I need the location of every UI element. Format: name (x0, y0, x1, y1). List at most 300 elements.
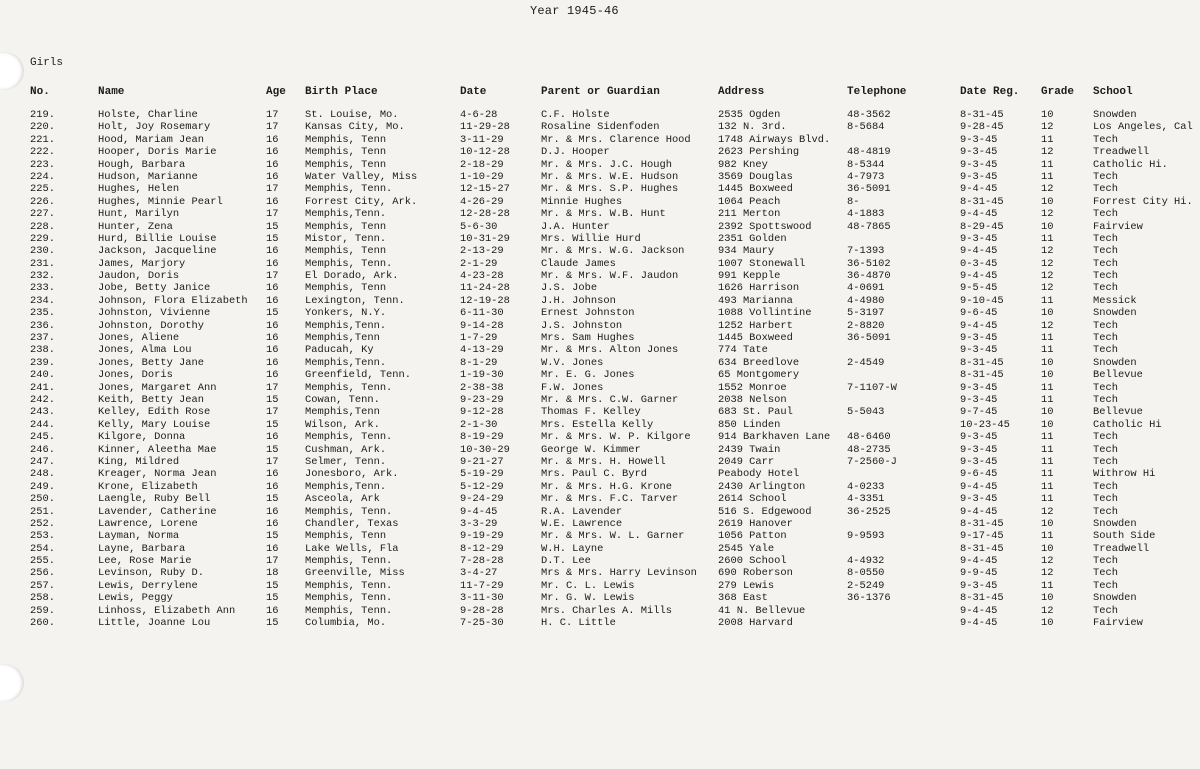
cell-no: 238. (30, 344, 55, 357)
cell-school: Tech (1093, 270, 1118, 283)
cell-age: 17 (266, 555, 279, 568)
header-telephone: Telephone (847, 86, 907, 98)
cell-date-reg: 9-3-45 (960, 443, 998, 456)
cell-telephone: 8-5684 (847, 121, 885, 134)
cell-name: Kreager, Norma Jean (98, 468, 217, 481)
cell-age: 15 (266, 393, 279, 406)
cell-age: 15 (266, 307, 279, 320)
cell-address: 1007 Stonewall (718, 257, 806, 270)
table-row (0, 134, 1200, 146)
cell-age: 16 (266, 332, 279, 345)
cell-grade: 12 (1041, 505, 1054, 518)
table-row (0, 493, 1200, 505)
cell-no: 230. (30, 245, 55, 258)
header-grade: Grade (1041, 86, 1075, 98)
cell-date-reg: 9-3-45 (960, 579, 998, 592)
cell-grade: 10 (1041, 592, 1054, 605)
cell-guardian: D.T. Lee (541, 555, 591, 568)
cell-address: 2439 Twain (718, 443, 781, 456)
cell-birth-place: Memphis, Tenn. (305, 431, 393, 444)
cell-address: 1445 Boxweed (718, 332, 793, 345)
cell-no: 258. (30, 592, 55, 605)
cell-school: Treadwell (1093, 146, 1150, 159)
cell-school: Fairview (1093, 220, 1143, 233)
cell-birth-place: Cowan, Tenn. (305, 393, 380, 406)
cell-grade: 11 (1041, 158, 1054, 171)
cell-school: Tech (1093, 480, 1118, 493)
cell-address: 2623 Pershing (718, 146, 800, 159)
cell-address: 634 Breedlove (718, 356, 800, 369)
cell-birth-place: Memphis, Tenn. (305, 505, 393, 518)
cell-address: 2008 Harvard (718, 617, 793, 630)
cell-address: 991 Kepple (718, 270, 781, 283)
cell-name: Hudson, Marianne (98, 170, 198, 183)
cell-age: 17 (266, 121, 279, 134)
cell-no: 225. (30, 183, 55, 196)
cell-grade: 11 (1041, 133, 1054, 146)
cell-date-reg: 9-3-45 (960, 344, 998, 357)
cell-name: Hurd, Billie Louise (98, 232, 217, 245)
cell-date: 2-38-38 (460, 381, 504, 394)
cell-birth-place: Greenville, Miss (305, 567, 405, 580)
cell-school: Tech (1093, 232, 1118, 245)
cell-grade: 12 (1041, 245, 1054, 258)
table-row (0, 456, 1200, 468)
cell-birth-place: Memphis, Tenn. (305, 592, 393, 605)
cell-no: 257. (30, 579, 55, 592)
cell-no: 224. (30, 170, 55, 183)
cell-telephone: 9-9593 (847, 530, 885, 543)
cell-date-reg: 9-10-45 (960, 294, 1004, 307)
cell-no: 234. (30, 294, 55, 307)
cell-date-reg: 8-31-45 (960, 109, 1004, 121)
cell-address: 1626 Harrison (718, 282, 800, 295)
cell-date-reg: 9-4-45 (960, 183, 998, 196)
cell-name: Laengle, Ruby Bell (98, 493, 211, 506)
cell-address: 2535 Ogden (718, 109, 781, 121)
cell-date: 3-4-27 (460, 567, 498, 580)
cell-birth-place: Cushman, Ark. (305, 443, 387, 456)
cell-date: 9-12-28 (460, 406, 504, 419)
cell-school: Snowden (1093, 517, 1137, 530)
cell-date-reg: 9-4-45 (960, 555, 998, 568)
cell-telephone: 48-2735 (847, 443, 891, 456)
cell-telephone: 7-1393 (847, 245, 885, 258)
cell-address: 65 Montgomery (718, 369, 800, 382)
cell-guardian: Mrs. Estella Kelly (541, 418, 654, 431)
cell-no: 260. (30, 617, 55, 630)
cell-guardian: W.V. Jones (541, 356, 604, 369)
cell-birth-place: Water Valley, Miss (305, 170, 418, 183)
cell-school: Tech (1093, 257, 1118, 270)
cell-date: 11-24-28 (460, 282, 510, 295)
table-row (0, 282, 1200, 294)
cell-name: Holt, Joy Rosemary (98, 121, 211, 134)
table-row (0, 183, 1200, 195)
cell-grade: 12 (1041, 319, 1054, 332)
cell-guardian: W.H. Layne (541, 542, 604, 555)
cell-address: 1064 Peach (718, 195, 781, 208)
cell-telephone: 4-7973 (847, 170, 885, 183)
cell-grade: 11 (1041, 530, 1054, 543)
cell-grade: 10 (1041, 356, 1054, 369)
cell-name: Lee, Rose Marie (98, 555, 192, 568)
cell-name: Lewis, Derrylene (98, 579, 198, 592)
cell-date-reg: 9-7-45 (960, 406, 998, 419)
cell-name: King, Mildred (98, 455, 180, 468)
cell-address: 41 N. Bellevue (718, 604, 806, 617)
cell-date-reg: 0-3-45 (960, 257, 998, 270)
cell-guardian: Mr. C. L. Lewis (541, 579, 635, 592)
cell-date: 12-19-28 (460, 294, 510, 307)
cell-date: 4-6-28 (460, 109, 498, 121)
cell-telephone: 4-0233 (847, 480, 885, 493)
punch-hole (0, 664, 24, 702)
cell-date: 5-12-29 (460, 480, 504, 493)
cell-date: 9-19-29 (460, 530, 504, 543)
cell-date: 4-23-28 (460, 270, 504, 283)
cell-grade: 12 (1041, 604, 1054, 617)
cell-grade: 11 (1041, 393, 1054, 406)
cell-no: 259. (30, 604, 55, 617)
cell-guardian: Mrs. Sam Hughes (541, 332, 635, 345)
cell-age: 15 (266, 617, 279, 630)
cell-guardian: Mr. & Mrs. W.G. Jackson (541, 245, 685, 258)
cell-birth-place: Memphis,Tenn. (305, 356, 387, 369)
cell-age: 16 (266, 195, 279, 208)
cell-telephone: 36-5091 (847, 332, 891, 345)
cell-school: Tech (1093, 493, 1118, 506)
cell-no: 235. (30, 307, 55, 320)
cell-birth-place: Memphis, Tenn. (305, 183, 393, 196)
cell-address: 2619 Hanover (718, 517, 793, 530)
cell-age: 16 (266, 344, 279, 357)
cell-date: 3-11-30 (460, 592, 504, 605)
cell-date-reg: 9-3-45 (960, 232, 998, 245)
cell-birth-place: Memphis, Tenn (305, 245, 387, 258)
cell-date: 8-19-29 (460, 431, 504, 444)
cell-name: Jones, Alma Lou (98, 344, 192, 357)
cell-address: 1088 Vollintine (718, 307, 812, 320)
cell-date-reg: 9-3-45 (960, 170, 998, 183)
cell-guardian: Thomas F. Kelley (541, 406, 641, 419)
cell-no: 219. (30, 109, 55, 121)
cell-birth-place: Memphis, Tenn. (305, 604, 393, 617)
cell-date: 12-15-27 (460, 183, 510, 196)
cell-no: 247. (30, 455, 55, 468)
cell-school: South Side (1093, 530, 1156, 543)
cell-telephone: 7-2560-J (847, 455, 897, 468)
cell-name: Jaudon, Doris (98, 270, 180, 283)
table-row (0, 221, 1200, 233)
cell-no: 226. (30, 195, 55, 208)
table-row (0, 617, 1200, 629)
cell-school: Tech (1093, 604, 1118, 617)
cell-birth-place: Asceola, Ark (305, 493, 380, 506)
cell-no: 251. (30, 505, 55, 518)
cell-age: 17 (266, 406, 279, 419)
cell-age: 17 (266, 109, 279, 121)
cell-age: 16 (266, 505, 279, 518)
cell-age: 16 (266, 542, 279, 555)
cell-no: 250. (30, 493, 55, 506)
cell-guardian: Mr. & Mrs. W. L. Garner (541, 530, 685, 543)
table-row (0, 369, 1200, 381)
header-date: Date (460, 86, 487, 98)
cell-no: 248. (30, 468, 55, 481)
cell-no: 222. (30, 146, 55, 159)
table-row (0, 171, 1200, 183)
cell-grade: 10 (1041, 220, 1054, 233)
cell-grade: 12 (1041, 257, 1054, 270)
table-row (0, 394, 1200, 406)
cell-date-reg: 10-23-45 (960, 418, 1010, 431)
cell-no: 241. (30, 381, 55, 394)
cell-date: 2-1-30 (460, 418, 498, 431)
cell-date-reg: 9-4-45 (960, 480, 998, 493)
cell-birth-place: Memphis,Tenn. (305, 319, 387, 332)
cell-address: 934 Maury (718, 245, 775, 258)
cell-age: 16 (266, 170, 279, 183)
cell-school: Snowden (1093, 356, 1137, 369)
cell-guardian: J.A. Hunter (541, 220, 610, 233)
cell-grade: 12 (1041, 555, 1054, 568)
table-row (0, 444, 1200, 456)
table-row (0, 233, 1200, 245)
cell-name: Jones, Betty Jane (98, 356, 205, 369)
cell-no: 254. (30, 542, 55, 555)
cell-date: 8-1-29 (460, 356, 498, 369)
cell-school: Tech (1093, 443, 1118, 456)
cell-date: 10-31-29 (460, 232, 510, 245)
cell-no: 228. (30, 220, 55, 233)
cell-name: Lavender, Catherine (98, 505, 217, 518)
cell-age: 15 (266, 579, 279, 592)
cell-address: 516 S. Edgewood (718, 505, 812, 518)
cell-telephone: 7-1107-W (847, 381, 897, 394)
cell-school: Catholic Hi. (1093, 158, 1168, 171)
cell-school: Withrow Hi (1093, 468, 1156, 481)
header-age: Age (266, 86, 286, 98)
cell-birth-place: Memphis,Tenn (305, 406, 380, 419)
cell-address: 2351 Golden (718, 232, 787, 245)
cell-school: Tech (1093, 245, 1118, 258)
cell-birth-place: Memphis,Tenn (305, 332, 380, 345)
cell-school: Treadwell (1093, 542, 1150, 555)
cell-school: Tech (1093, 319, 1118, 332)
cell-no: 236. (30, 319, 55, 332)
student-table (0, 109, 1200, 629)
cell-address: 850 Linden (718, 418, 781, 431)
cell-date-reg: 9-4-45 (960, 319, 998, 332)
header-guardian: Parent or Guardian (541, 86, 660, 98)
cell-school: Tech (1093, 393, 1118, 406)
cell-grade: 10 (1041, 195, 1054, 208)
cell-date: 1-10-29 (460, 170, 504, 183)
cell-birth-place: Greenfield, Tenn. (305, 369, 412, 382)
cell-date-reg: 9-4-45 (960, 505, 998, 518)
cell-address: 2614 School (718, 493, 787, 506)
cell-birth-place: El Dorado, Ark. (305, 270, 399, 283)
cell-no: 231. (30, 257, 55, 270)
cell-age: 16 (266, 282, 279, 295)
cell-telephone: 2-5249 (847, 579, 885, 592)
cell-grade: 11 (1041, 381, 1054, 394)
cell-guardian: J.H. Johnson (541, 294, 616, 307)
cell-no: 243. (30, 406, 55, 419)
cell-guardian: Mrs & Mrs. Harry Levinson (541, 567, 697, 580)
cell-age: 15 (266, 220, 279, 233)
cell-name: Hughes, Helen (98, 183, 180, 196)
cell-grade: 11 (1041, 480, 1054, 493)
cell-age: 16 (266, 133, 279, 146)
cell-age: 16 (266, 294, 279, 307)
cell-date-reg: 9-6-45 (960, 468, 998, 481)
cell-telephone: 36-1376 (847, 592, 891, 605)
table-row (0, 518, 1200, 530)
cell-age: 16 (266, 356, 279, 369)
cell-grade: 12 (1041, 183, 1054, 196)
cell-grade: 11 (1041, 468, 1054, 481)
cell-address: 1252 Harbert (718, 319, 793, 332)
header-date-reg: Date Reg. (960, 86, 1020, 98)
section-label: Girls (30, 57, 64, 69)
cell-birth-place: Mistor, Tenn. (305, 232, 387, 245)
cell-date-reg: 9-3-45 (960, 146, 998, 159)
cell-grade: 11 (1041, 294, 1054, 307)
cell-date-reg: 9-3-45 (960, 431, 998, 444)
cell-address: 1056 Patton (718, 530, 787, 543)
cell-birth-place: Memphis,Tenn. (305, 208, 387, 221)
table-row (0, 245, 1200, 257)
cell-name: Keith, Betty Jean (98, 393, 205, 406)
table-row (0, 357, 1200, 369)
cell-age: 16 (266, 369, 279, 382)
cell-school: Messick (1093, 294, 1137, 307)
cell-date-reg: 9-3-45 (960, 493, 998, 506)
page-title: Year 1945-46 (530, 4, 619, 18)
header-name: Name (98, 86, 125, 98)
table-row (0, 431, 1200, 443)
header-no: No. (30, 86, 50, 98)
cell-telephone: 36-5102 (847, 257, 891, 270)
table-row (0, 320, 1200, 332)
cell-date-reg: 8-31-45 (960, 369, 1004, 382)
cell-guardian: Mr. & Mrs. W.F. Jaudon (541, 270, 679, 283)
cell-name: Little, Joanne Lou (98, 617, 211, 630)
cell-guardian: J.S. Jobe (541, 282, 598, 295)
cell-name: Johnson, Flora Elizabeth (98, 294, 248, 307)
cell-no: 240. (30, 369, 55, 382)
cell-telephone: 5-3197 (847, 307, 885, 320)
cell-age: 16 (266, 158, 279, 171)
cell-no: 256. (30, 567, 55, 580)
cell-school: Tech (1093, 208, 1118, 221)
cell-telephone: 4-3351 (847, 493, 885, 506)
cell-date-reg: 9-6-45 (960, 307, 998, 320)
cell-telephone: 5-5043 (847, 406, 885, 419)
cell-age: 15 (266, 418, 279, 431)
cell-school: Forrest City Hi. (1093, 195, 1193, 208)
cell-name: Jones, Aliene (98, 332, 180, 345)
table-row (0, 382, 1200, 394)
table-row (0, 208, 1200, 220)
cell-guardian: Mr. E. G. Jones (541, 369, 635, 382)
cell-name: Hood, Mariam Jean (98, 133, 205, 146)
table-row (0, 146, 1200, 158)
cell-date: 4-26-29 (460, 195, 504, 208)
cell-date-reg: 8-31-45 (960, 542, 1004, 555)
cell-birth-place: Memphis, Tenn (305, 158, 387, 171)
cell-grade: 10 (1041, 406, 1054, 419)
cell-school: Snowden (1093, 592, 1137, 605)
table-row (0, 295, 1200, 307)
cell-date: 9-24-29 (460, 493, 504, 506)
cell-date: 3-3-29 (460, 517, 498, 530)
cell-school: Tech (1093, 344, 1118, 357)
cell-no: 239. (30, 356, 55, 369)
cell-address: 2545 Yale (718, 542, 775, 555)
cell-guardian: Minnie Hughes (541, 195, 623, 208)
cell-no: 246. (30, 443, 55, 456)
cell-guardian: Mrs. Charles A. Mills (541, 604, 672, 617)
cell-name: Layman, Norma (98, 530, 180, 543)
cell-date-reg: 9-4-45 (960, 604, 998, 617)
cell-name: Kelly, Mary Louise (98, 418, 211, 431)
cell-no: 245. (30, 431, 55, 444)
cell-guardian: Mr. & Mrs. Clarence Hood (541, 133, 691, 146)
cell-school: Tech (1093, 332, 1118, 345)
cell-date: 2-1-29 (460, 257, 498, 270)
cell-date-reg: 9-3-45 (960, 455, 998, 468)
cell-telephone: 8-5344 (847, 158, 885, 171)
cell-name: Layne, Barbara (98, 542, 186, 555)
cell-age: 15 (266, 530, 279, 543)
cell-address: 1748 Airways Blvd. (718, 133, 831, 146)
cell-age: 16 (266, 431, 279, 444)
cell-telephone: 4-1883 (847, 208, 885, 221)
cell-age: 16 (266, 319, 279, 332)
cell-guardian: H. C. Little (541, 617, 616, 630)
cell-guardian: Mr. & Mrs. S.P. Hughes (541, 183, 679, 196)
cell-name: Hough, Barbara (98, 158, 186, 171)
cell-date: 2-18-29 (460, 158, 504, 171)
table-row (0, 307, 1200, 319)
cell-grade: 10 (1041, 418, 1054, 431)
cell-date: 1-19-30 (460, 369, 504, 382)
cell-school: Catholic Hi (1093, 418, 1162, 431)
table-row (0, 580, 1200, 592)
cell-no: 252. (30, 517, 55, 530)
cell-address: 493 Marianna (718, 294, 793, 307)
cell-date: 1-7-29 (460, 332, 498, 345)
cell-name: Jobe, Betty Janice (98, 282, 211, 295)
cell-birth-place: Selmer, Tenn. (305, 455, 387, 468)
cell-grade: 11 (1041, 443, 1054, 456)
cell-school: Tech (1093, 183, 1118, 196)
cell-address: 1552 Monroe (718, 381, 787, 394)
table-row (0, 406, 1200, 418)
cell-address: 982 Kney (718, 158, 768, 171)
cell-birth-place: Memphis, Tenn (305, 146, 387, 159)
cell-name: Johnston, Vivienne (98, 307, 211, 320)
cell-birth-place: Lexington, Tenn. (305, 294, 405, 307)
cell-school: Tech (1093, 555, 1118, 568)
cell-guardian: D.J. Hooper (541, 146, 610, 159)
cell-address: 2430 Arlington (718, 480, 806, 493)
cell-telephone: 36-5091 (847, 183, 891, 196)
cell-birth-place: Memphis, Tenn (305, 282, 387, 295)
